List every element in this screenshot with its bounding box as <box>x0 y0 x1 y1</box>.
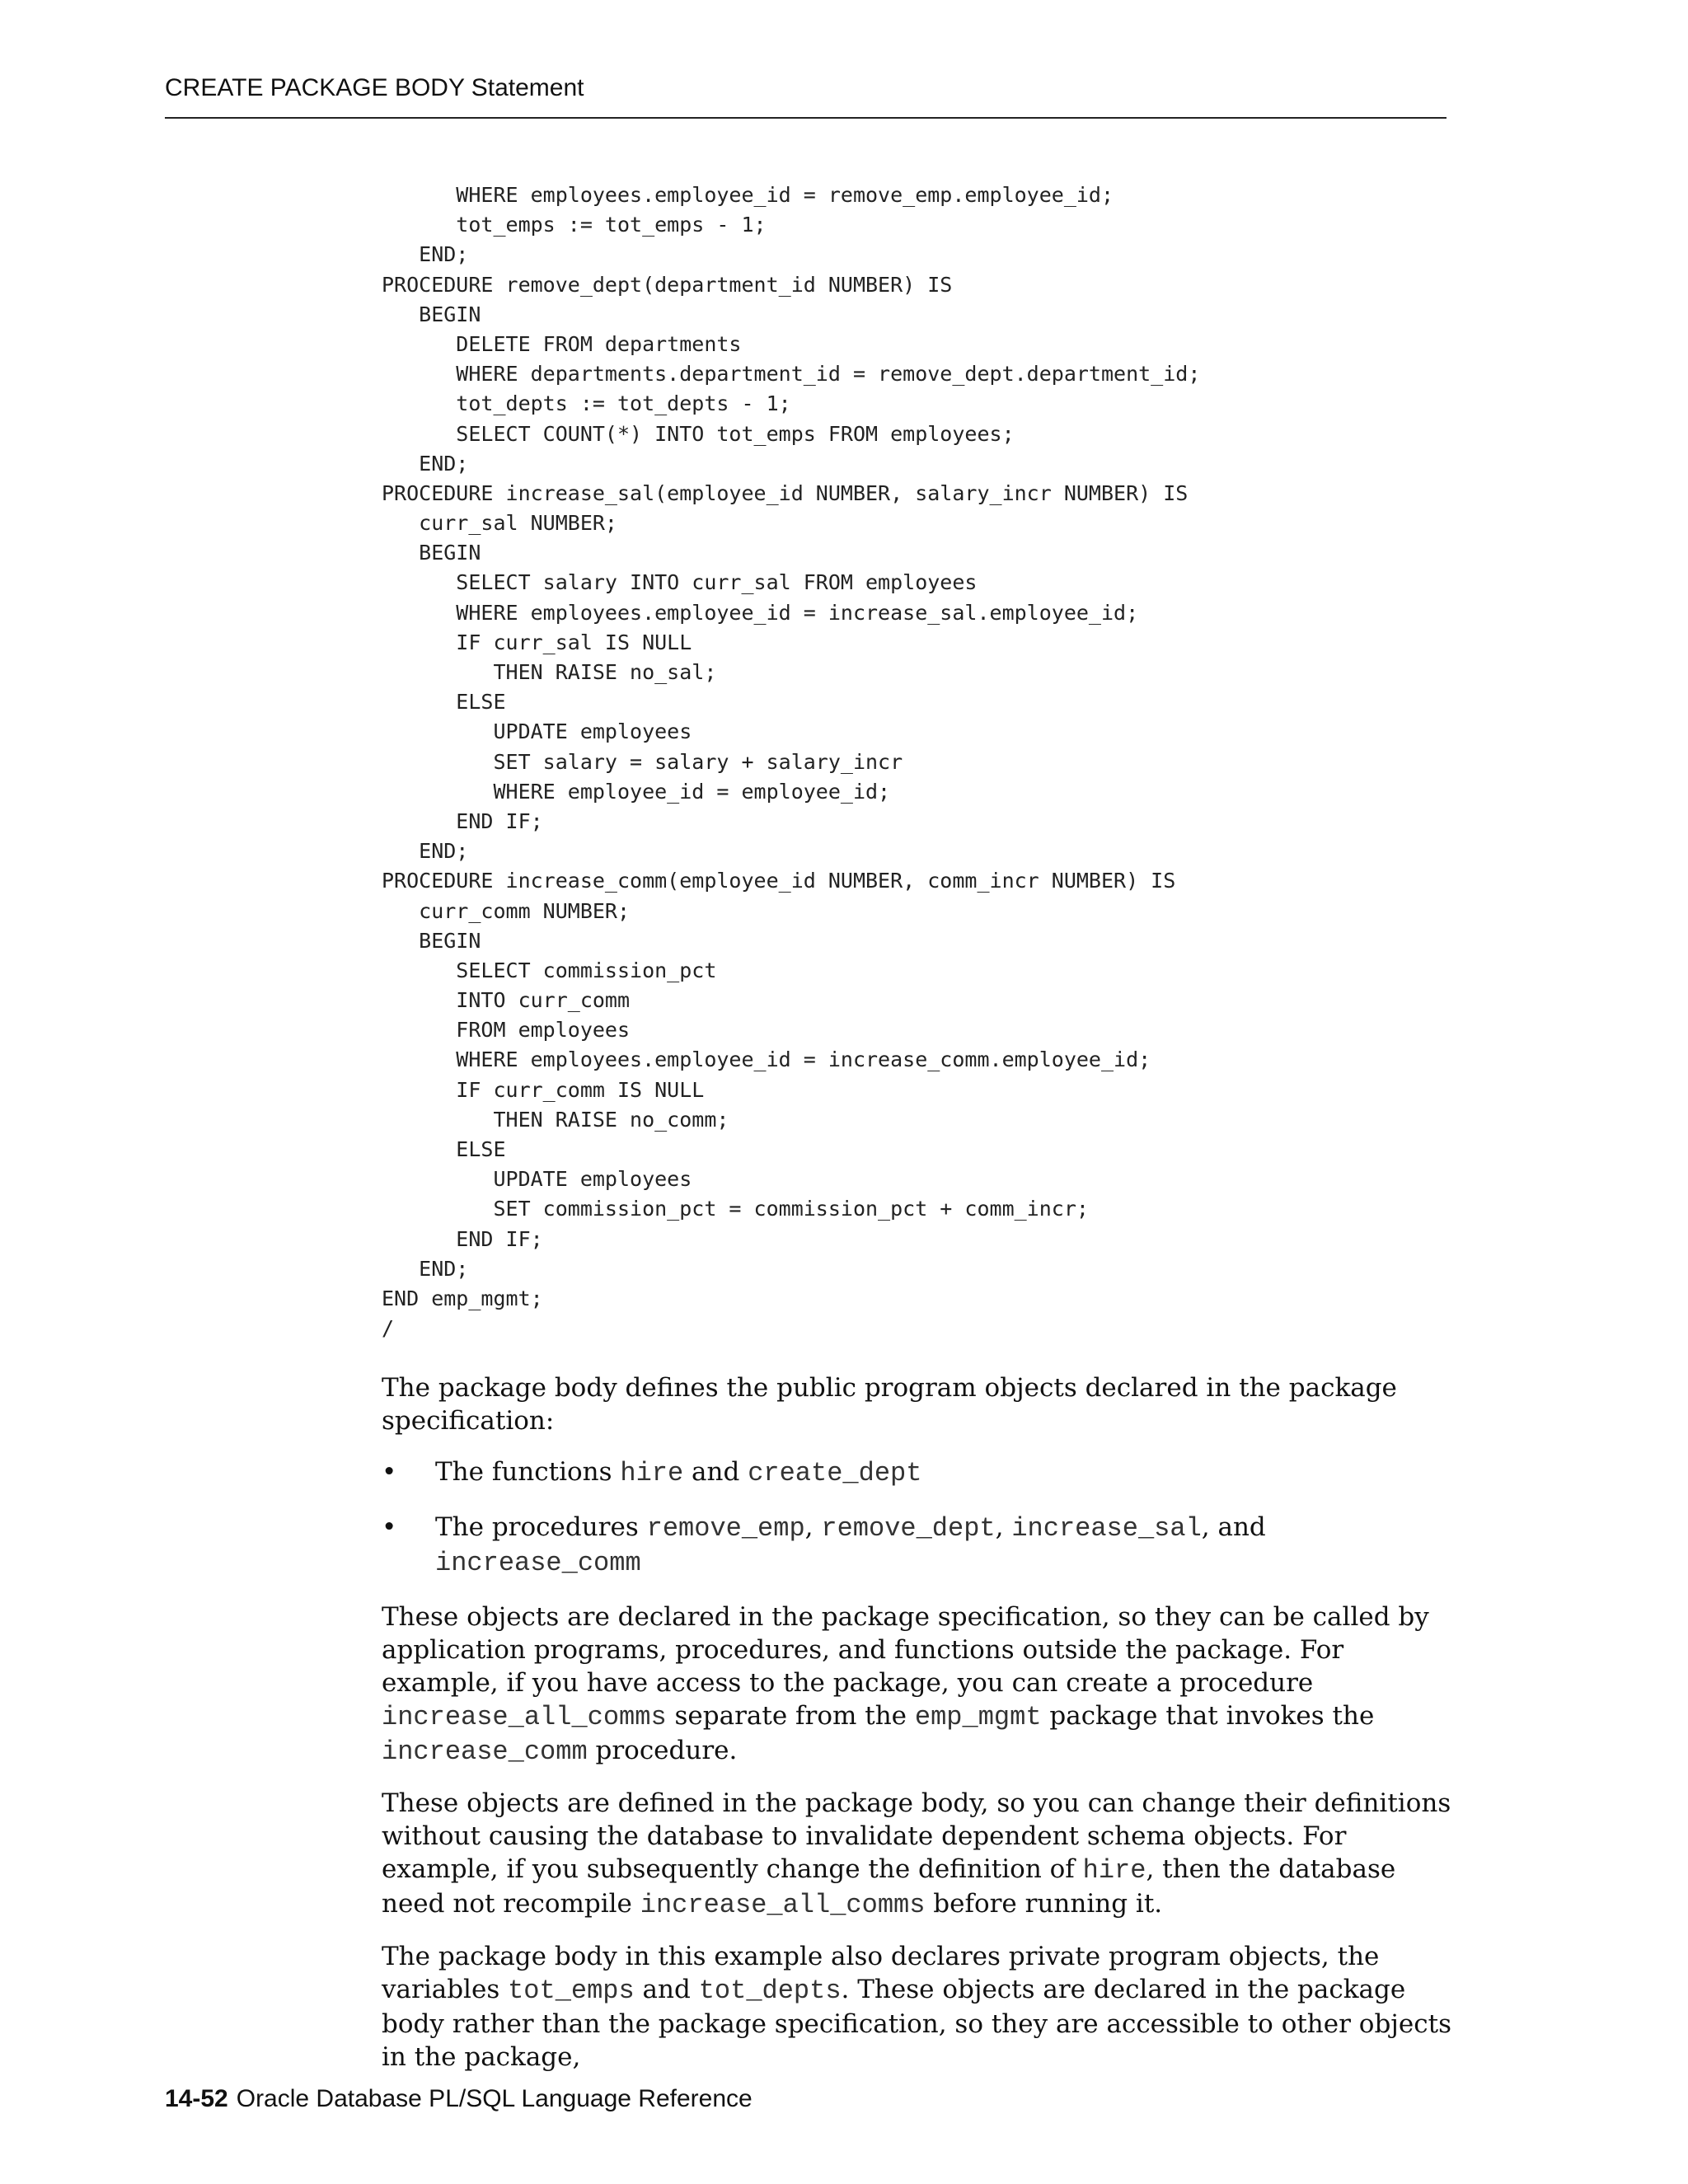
code-line: UPDATE employees <box>382 719 692 744</box>
code-line: curr_comm NUMBER; <box>382 898 631 923</box>
code-line: tot_emps := tot_emps - 1; <box>382 213 767 237</box>
code-remove-dept: remove_dept <box>821 1513 996 1544</box>
code-line: FROM employees <box>382 1018 631 1043</box>
code-line: END; <box>382 451 469 476</box>
code-tot-depts: tot_depts <box>698 1975 842 2006</box>
text: and <box>634 1975 699 2004</box>
text: package that invokes the <box>1041 1701 1375 1731</box>
code-line: SELECT commission_pct <box>382 958 717 982</box>
code-tot-emps: tot_emps <box>508 1975 635 2006</box>
text: , <box>804 1512 822 1542</box>
code-emp-mgmt: emp_mgmt <box>914 1702 1042 1732</box>
code-hire: hire <box>1082 1855 1146 1886</box>
text: These objects are defined in the package body, so you can change their definitions without causing the database to invalidate dependent schema objects. For example, if you subsequently change the definition of <box>382 1788 1451 1884</box>
text: The functions <box>435 1457 621 1487</box>
code-line: END; <box>382 839 469 864</box>
code-increase-all-comms: increase_all_comms <box>382 1702 667 1732</box>
code-line: PROCEDURE increase_comm(employee_id NUMBER, comm_incr NUMBER) IS <box>382 869 1176 893</box>
code-hire: hire <box>620 1458 684 1488</box>
code-increase-sal: increase_sal <box>1011 1513 1202 1544</box>
code-line: curr_sal NUMBER; <box>382 511 617 536</box>
code-line: SELECT salary INTO curr_sal FROM employees <box>382 570 978 595</box>
code-increase-comm: increase_comm <box>382 1736 588 1767</box>
code-line: SET salary = salary + salary_incr <box>382 749 903 774</box>
code-line: IF curr_sal IS NULL <box>382 630 692 654</box>
paragraph-definitions <box>382 1787 1453 1922</box>
code-line: PROCEDURE increase_sal(employee_id NUMBER, salary_incr NUMBER) IS <box>382 480 1189 505</box>
code-create-dept: create_dept <box>748 1458 922 1488</box>
intro-paragraph: The package body defines the public program objects declared in the package specification: <box>382 1373 1397 1436</box>
text: , and <box>1201 1512 1266 1542</box>
code-line: INTO curr_comm <box>382 988 631 1013</box>
code-line: END; <box>382 242 469 267</box>
body-text <box>382 1371 1453 2092</box>
running-header: CREATE PACKAGE BODY Statement <box>165 74 584 101</box>
code-line: tot_depts := tot_depts - 1; <box>382 391 791 416</box>
text: procedure. <box>587 1736 738 1765</box>
header-rule <box>165 117 1447 119</box>
text: and <box>683 1457 748 1487</box>
code-line: END IF; <box>382 1226 543 1251</box>
text: , then the database need not recompile <box>382 1854 1396 1919</box>
text: separate from the <box>666 1701 915 1731</box>
code-line: THEN RAISE no_sal; <box>382 660 717 684</box>
text: , <box>995 1512 1012 1542</box>
code-increase-all-comms: increase_all_comms <box>640 1890 926 1920</box>
code-line: END; <box>382 1256 469 1281</box>
code-line: UPDATE employees <box>382 1167 692 1192</box>
code-line: PROCEDURE remove_dept(department_id NUMBER) IS <box>382 272 953 297</box>
code-line: SELECT COUNT(*) INTO tot_emps FROM employees; <box>382 421 1015 446</box>
text: . These objects are declared in the package body rather than the package specification, so they are accessible to other objects in the package, <box>382 1975 1451 2072</box>
code-line: BEGIN <box>382 302 481 326</box>
code-line: END emp_mgmt; <box>382 1286 543 1310</box>
running-footer <box>165 2085 753 2113</box>
code-line: THEN RAISE no_comm; <box>382 1107 729 1132</box>
code-line: / <box>382 1316 395 1341</box>
text: The package body in this example also declares private program objects, the variables <box>382 1942 1380 2004</box>
code-line: BEGIN <box>382 928 481 953</box>
paragraph-private-objects <box>382 1940 1453 2074</box>
page-number: 14-52 <box>165 2085 228 2112</box>
code-line: IF curr_comm IS NULL <box>382 1077 705 1102</box>
text: These objects are declared in the package specification, so they can be called by application programs, procedures, and functions outside the package. For example, if you have access to the package, you can create a procedure <box>382 1602 1429 1698</box>
code-remove-emp: remove_emp <box>646 1513 805 1544</box>
paragraph-callable <box>382 1601 1453 1769</box>
code-increase-comm: increase_comm <box>435 1548 641 1578</box>
code-example <box>382 180 1200 1343</box>
text: The procedures <box>435 1512 647 1542</box>
code-line: WHERE employee_id = employee_id; <box>382 779 891 804</box>
code-line: END IF; <box>382 808 543 833</box>
code-line: WHERE employees.employee_id = increase_sal.employee_id; <box>382 600 1139 625</box>
code-line: ELSE <box>382 690 506 715</box>
code-line: WHERE employees.employee_id = increase_comm.employee_id; <box>382 1047 1151 1072</box>
code-line: DELETE FROM departments <box>382 331 742 356</box>
text: before running it. <box>925 1889 1163 1919</box>
code-line: ELSE <box>382 1137 506 1161</box>
public-objects-list <box>382 1455 1453 1580</box>
book-title: Oracle Database PL/SQL Language Reference <box>236 2085 753 2112</box>
code-line: WHERE employees.employee_id = remove_emp.employee_id; <box>382 183 1114 207</box>
code-line: SET commission_pct = commission_pct + comm_incr; <box>382 1197 1089 1221</box>
list-item-functions <box>382 1455 1453 1490</box>
code-line: BEGIN <box>382 541 481 565</box>
list-item-procedures <box>382 1511 1453 1580</box>
code-line: WHERE departments.department_id = remove_dept.department_id; <box>382 362 1201 387</box>
